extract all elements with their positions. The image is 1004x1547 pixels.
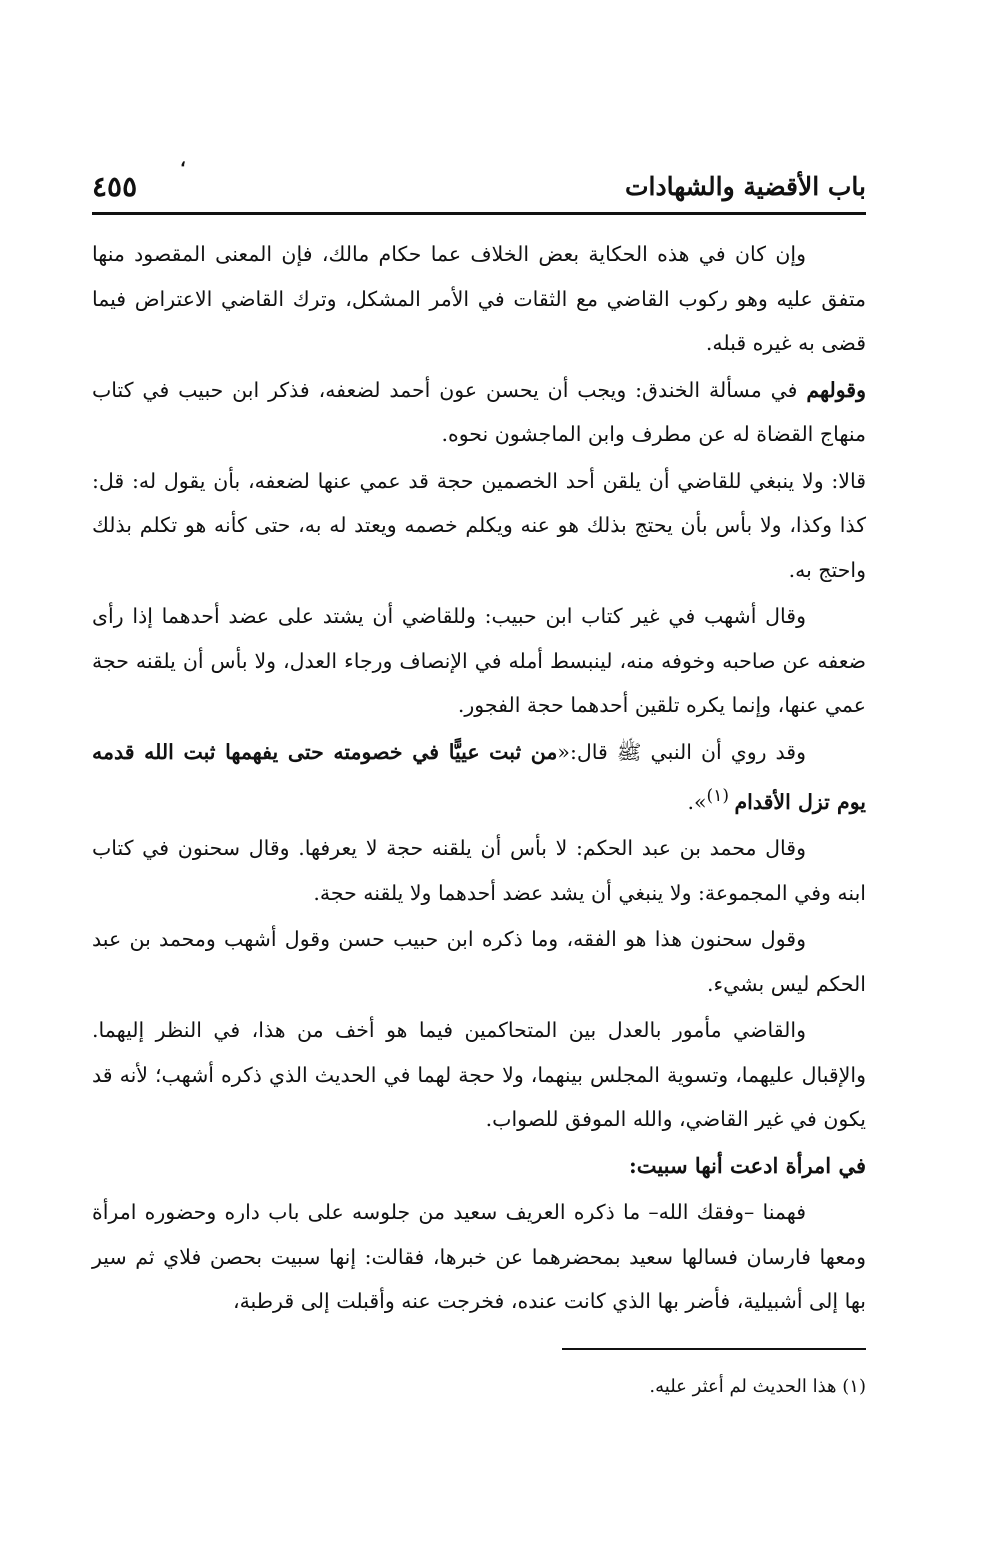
ink-speck: ، (180, 150, 186, 171)
paragraph-1: وإن كان في هذه الحكاية بعض الخلاف عما حكام مالك، فإن المعنى المقصود منها متفق عليه وهو ركوب القاضي مع الثقات في الأمر المشكل، وترك القاضي الاعتراض فيما قضى به غيره قبله. (92, 242, 866, 355)
page-header (92, 168, 866, 208)
main-text (92, 232, 866, 1326)
paragraph-2 (92, 368, 866, 457)
section-heading: في امرأة ادعت أنها سبيت: (628, 1152, 866, 1178)
paragraph-9: فهمنا –وفقك الله– ما ذكره العريف سعيد من جلوسه على باب داره وحضوره امرأة ومعها فارسان فسالها سعيد بمحضرهما عن خبرها، فقالت: إنها سبيت بحصن فلاي ثم سير بها إلى أشبيلية، فأضر بها الذي كانت عنده، فخرجت عنه وأقبلت إلى قرطبة، (92, 1200, 866, 1314)
footnote: (١) هذا الحديث لم أعثر عليه. (649, 1376, 866, 1397)
hadith-close: ». (687, 789, 707, 814)
paragraph-7: وقول سحنون هذا هو الفقه، وما ذكره ابن حبيب حسن وقول أشهب ومحمد بن عبد الحكم ليس بشيء. (92, 927, 866, 996)
hadith-text: من ثبت عييًّا في خصومته حتى يفهمها ثبت الله قدمه يوم تزل الأقدام (92, 739, 866, 814)
footnote-marker: (١) (706, 786, 735, 806)
paragraph-3: قالا: ولا ينبغي للقاضي أن يلقن أحد الخصمين حجة قد عمي عنها لضعفه، بأن يقول له: قل: كذا وكذا، ولا بأس بأن يحتج بذلك هو عنه ويكلم خصمه ويعتد له به، حتى كأنه هو تكلم بذلك واحتج به. (92, 468, 866, 582)
page-number: ٤٥٥ (92, 170, 138, 203)
paragraph-5 (92, 730, 866, 825)
paragraph-2-text: في مسألة الخندق: ويجب أن يحسن عون أحمد لضعفه، فذكر ابن حبيب في كتاب منهاج القضاة له عن مطرف وابن الماجشون نحوه. (92, 377, 866, 446)
running-title: باب الأقضية والشهادات (625, 172, 866, 201)
header-rule (92, 212, 866, 215)
footnote-rule (562, 1348, 866, 1350)
paragraph-4: وقال أشهب في غير كتاب ابن حبيب: وللقاضي أن يشتد على عضد أحدهما إذا رأى ضعفه عن صاحبه وخوفه منه، لينبسط أمله في الإنصاف ورجاء العدل، ولا بأس أن يلقنه حجة عمي عنها، وإنما يكره تلقين أحدهما حجة الفجور. (92, 604, 866, 717)
paragraph-2-lead: وقولهم (806, 377, 866, 402)
paragraph-8: والقاضي مأمور بالعدل بين المتحاكمين فيما هو أخف من هذا، في النظر إليهما. والإقبال عليهما، وتسوية المجلس بينهما، ولا حجة لهما في الحديث الذي ذكره أشهب؛ لأنه قد يكون في غير القاضي، والله الموفق للصواب. (92, 1018, 866, 1132)
paragraph-6: وقال محمد بن عبد الحكم: لا بأس أن يلقنه حجة لا يعرفها. وقال سحنون في كتاب ابنه وفي المجموعة: ولا ينبغي أن يشد عضد أحدهما ولا يلقنه حجة. (92, 836, 866, 905)
hadith-intro: وقد روي أن النبي ﷺ قال:« (557, 739, 807, 764)
